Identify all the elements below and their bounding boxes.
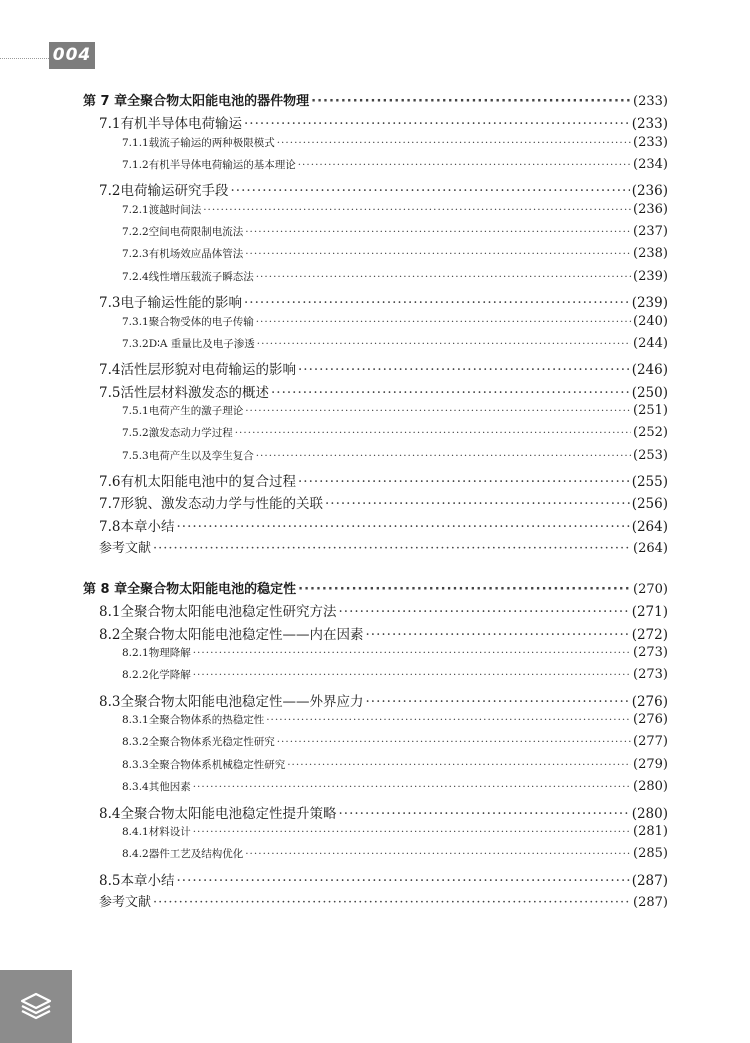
toc-entry-title: 形貌、激发态动力学与性能的关联 (120, 496, 323, 513)
toc-dot-leader (287, 759, 631, 771)
toc-page-number: (250) (631, 384, 668, 401)
toc-entry-title: 线性增压载流子瞬态法 (148, 270, 254, 283)
toc-page-number: (236) (633, 201, 668, 217)
toc-section-row[interactable] (99, 291, 668, 311)
toc-section-row[interactable] (99, 358, 668, 378)
toc-subsection-row[interactable] (122, 824, 668, 844)
toc-entry-number: 第 8 章 (83, 582, 128, 597)
toc-entry-title: 有机半导体电荷输运 (120, 116, 242, 133)
toc-subsection-row[interactable] (122, 135, 668, 155)
toc-dot-leader (235, 427, 631, 439)
toc-entry-number: 8.4.2 (122, 848, 149, 861)
toc-entry-title: 有机半导体电荷输运的基本理论 (148, 159, 296, 172)
toc-dot-leader (277, 137, 631, 149)
toc-page-number: (280) (631, 805, 668, 822)
toc-entry-number: 8.3.3 (122, 758, 149, 771)
toc-entry-number: 8.5 (99, 872, 121, 889)
toc-entry-number: 8.2 (99, 626, 121, 643)
toc-page-number: (276) (631, 693, 668, 710)
toc-dot-leader (153, 895, 631, 910)
toc-subsection-row[interactable] (122, 712, 668, 732)
toc-subsection-row[interactable] (122, 224, 668, 244)
toc-page-number: (244) (633, 335, 668, 351)
toc-page-number: (233) (633, 134, 668, 150)
toc-entry-number: 7.8 (99, 518, 121, 535)
toc-entry-number: 7.3.2 (122, 337, 149, 350)
toc-page-number: (237) (633, 224, 668, 240)
toc-entry-number: 8.3 (99, 693, 121, 710)
toc-dot-leader (176, 873, 629, 889)
toc-entry-title: D∶A 重量比及电子渗透 (148, 337, 255, 350)
toc-entry-number: 8.4 (99, 805, 121, 822)
toc-dot-leader (230, 183, 629, 199)
toc-section-row[interactable] (99, 600, 668, 620)
toc-dot-leader (271, 385, 630, 401)
toc-entry-title: 全聚合物太阳能电池稳定性——外界应力 (120, 693, 364, 710)
toc-section-row[interactable] (99, 381, 668, 401)
toc-entry-title: 全聚合物太阳能电池稳定性——内在因素 (120, 626, 364, 643)
toc-subsection-row[interactable] (122, 425, 668, 445)
toc-subsection-row[interactable] (122, 314, 668, 334)
toc-dot-leader (338, 604, 629, 620)
toc-entry-title: 材料设计 (148, 825, 191, 838)
toc-entry-number: 7.6 (99, 473, 121, 490)
toc-dot-leader (257, 338, 631, 350)
toc-entry-number: 8.2.1 (122, 647, 149, 660)
toc-page-number: (281) (633, 823, 668, 839)
toc-dot-leader (176, 519, 629, 535)
toc-entry-number: 7.1.1 (122, 136, 149, 149)
toc-entry-number: 7.5 (99, 384, 121, 401)
toc-subsection-row[interactable] (122, 269, 668, 289)
toc-entry-number: 7.2 (99, 183, 121, 200)
toc-entry-title: 电荷输运研究手段 (120, 183, 229, 200)
toc-entry-number: 7.2.4 (122, 270, 149, 283)
toc-page-number: (255) (631, 473, 668, 490)
toc-dot-leader (153, 541, 631, 556)
toc-entry-title: 全聚合物太阳能电池稳定性研究方法 (120, 604, 337, 621)
toc-entry-title: 渡越时间法 (148, 203, 202, 216)
toc-dot-leader (338, 806, 629, 822)
toc-page-number: (253) (633, 447, 668, 463)
toc-entry-title: 电荷产生的激子理论 (148, 404, 244, 417)
toc-dot-leader (193, 669, 631, 681)
toc-entry-title: 物理降解 (148, 647, 191, 660)
toc-entry-title: 本章小结 (120, 518, 175, 535)
layers-icon (20, 990, 52, 1022)
toc-entry-number: 7.1 (99, 116, 121, 133)
toc-dot-leader (193, 647, 631, 659)
toc-entry-number: 7.2.2 (122, 226, 149, 239)
toc-entry-title: 器件工艺及结构优化 (148, 848, 244, 861)
toc-page-number: (271) (631, 604, 668, 621)
toc-entry-number: 7.7 (99, 496, 121, 513)
toc-dot-leader (203, 204, 631, 216)
toc-dot-leader (277, 736, 631, 748)
toc-page-number: (236) (631, 183, 668, 200)
toc-page-number: (273) (633, 645, 668, 661)
toc-entry-title: 其他因素 (148, 781, 191, 794)
toc-entry-title: 全聚合物体系机械稳定性研究 (148, 758, 286, 771)
toc-entry-number: 8.4.1 (122, 825, 149, 838)
toc-subsection-row[interactable] (122, 757, 668, 777)
toc-page-number: (264) (633, 541, 668, 556)
toc-page-number: (251) (633, 402, 668, 418)
toc-entry-title: 电子输运性能的影响 (120, 295, 242, 312)
toc-section-row[interactable] (99, 802, 668, 822)
toc-chapter-row[interactable] (83, 578, 668, 598)
toc-dot-leader (244, 116, 630, 132)
toc-dot-leader (298, 159, 631, 171)
footer-tab (0, 970, 72, 1043)
toc-entry-title: 全聚合物体系的热稳定性 (148, 714, 265, 727)
toc-entry-number: 8.3.4 (122, 781, 149, 794)
toc-page-number: (246) (631, 362, 668, 379)
toc-section-row[interactable] (99, 470, 668, 490)
toc-entry-number: 7.5.1 (122, 404, 149, 417)
toc-subsection-row[interactable] (122, 336, 668, 356)
page-number: 004 (49, 42, 95, 69)
toc-page-number: (239) (633, 268, 668, 284)
toc-page-number: (285) (633, 846, 668, 862)
toc-dot-leader (245, 848, 631, 860)
toc-dot-leader (311, 94, 631, 109)
toc-page-number: (238) (633, 246, 668, 262)
toc-dot-leader (365, 694, 629, 710)
toc-page-number: (277) (633, 734, 668, 750)
toc-entry-number: 8.1 (99, 604, 121, 621)
toc-entry-title: 活性层形貌对电荷输运的影响 (120, 362, 296, 379)
toc-dot-leader (245, 226, 631, 238)
toc-page-number: (234) (633, 157, 668, 173)
toc-page-number: (287) (631, 872, 668, 889)
toc-entry-title: 参考文献 (99, 894, 152, 910)
toc-subsection-row[interactable] (122, 448, 668, 468)
toc-chapter-row[interactable] (83, 90, 668, 110)
toc-entry-number: 8.3.2 (122, 736, 149, 749)
toc-dot-leader (193, 826, 631, 838)
toc-entry-title: 载流子输运的两种极限模式 (148, 136, 275, 149)
toc-dot-leader (193, 781, 631, 793)
toc-dot-leader (256, 450, 631, 462)
toc-subsection-row[interactable] (122, 403, 668, 423)
toc-references-row[interactable] (99, 537, 668, 557)
toc-dot-leader (298, 582, 631, 597)
toc-subsection-row[interactable] (122, 667, 668, 687)
toc-dot-leader (365, 627, 629, 643)
toc-subsection-row[interactable] (122, 846, 668, 866)
toc-section-row[interactable] (99, 690, 668, 710)
toc-section-row[interactable] (99, 623, 668, 643)
toc-entry-title: 化学降解 (148, 669, 191, 682)
toc-dot-leader (325, 496, 630, 512)
toc-page-number: (272) (631, 626, 668, 643)
toc-entry-title: 全聚合物太阳能电池的稳定性 (127, 582, 297, 597)
toc-dot-leader (245, 405, 631, 417)
toc-page-number: (287) (633, 894, 668, 910)
toc-dot-leader (245, 248, 631, 260)
toc-references-row[interactable] (99, 891, 668, 911)
toc-entry-title: 全聚合物体系光稳定性研究 (148, 736, 275, 749)
toc-page-number: (233) (631, 116, 668, 133)
toc-page-number: (256) (631, 496, 668, 513)
toc-subsection-row[interactable] (122, 246, 668, 266)
toc-page-number: (239) (631, 295, 668, 312)
toc-page-number: (233) (633, 94, 668, 109)
toc-entry-number: 第 7 章 (83, 94, 128, 109)
toc-entry-title: 参考文献 (99, 541, 152, 556)
header-dotted-rule (0, 58, 49, 59)
toc-entry-number: 8.2.2 (122, 669, 149, 682)
toc-page-number: (276) (633, 712, 668, 728)
toc-section-row[interactable] (99, 492, 668, 512)
toc-dot-leader (244, 295, 630, 311)
toc-page-number: (264) (631, 518, 668, 535)
toc-entry-title: 有机太阳能电池中的复合过程 (120, 473, 296, 490)
toc-entry-number: 7.3.1 (122, 315, 149, 328)
toc-dot-leader (298, 474, 630, 490)
toc-entry-number: 7.2.3 (122, 248, 149, 261)
toc-entry-title: 有机场效应晶体管法 (148, 248, 244, 261)
toc-dot-leader (256, 271, 631, 283)
toc-entry-title: 本章小结 (120, 872, 175, 889)
toc-subsection-row[interactable] (122, 157, 668, 177)
toc-entry-number: 7.5.2 (122, 427, 149, 440)
toc-section-row[interactable] (99, 179, 668, 199)
toc-page-number: (270) (633, 582, 668, 597)
toc-page-number: (252) (633, 425, 668, 441)
toc-entry-number: 7.3 (99, 295, 121, 312)
toc-entry-number: 7.1.2 (122, 159, 149, 172)
toc-entry-title: 激发态动力学过程 (148, 427, 233, 440)
toc-dot-leader (266, 714, 631, 726)
toc-subsection-row[interactable] (122, 779, 668, 799)
toc-entry-title: 全聚合物太阳能电池的器件物理 (127, 94, 310, 109)
toc-entry-number: 7.5.3 (122, 449, 149, 462)
toc-page-number: (240) (633, 313, 668, 329)
toc-entry-title: 电荷产生以及孪生复合 (148, 449, 254, 462)
toc-subsection-row[interactable] (122, 202, 668, 222)
toc-section-row[interactable] (99, 515, 668, 535)
toc-entry-number: 7.2.1 (122, 203, 149, 216)
toc-entry-title: 聚合物受体的电子传输 (148, 315, 254, 328)
toc-entry-number: 8.3.1 (122, 714, 149, 727)
toc-entry-number: 7.4 (99, 362, 121, 379)
toc-page-number: (279) (633, 756, 668, 772)
toc-entry-title: 空间电荷限制电流法 (148, 226, 244, 239)
toc-entry-title: 活性层材料激发态的概述 (120, 384, 269, 401)
toc-subsection-row[interactable] (122, 645, 668, 665)
toc-dot-leader (256, 316, 631, 328)
toc-section-row[interactable] (99, 869, 668, 889)
toc-dot-leader (298, 362, 630, 378)
toc-page-number: (280) (633, 779, 668, 795)
toc-section-row[interactable] (99, 112, 668, 132)
toc-subsection-row[interactable] (122, 734, 668, 754)
toc-entry-title: 全聚合物太阳能电池稳定性提升策略 (120, 805, 337, 822)
toc-page-number: (273) (633, 667, 668, 683)
